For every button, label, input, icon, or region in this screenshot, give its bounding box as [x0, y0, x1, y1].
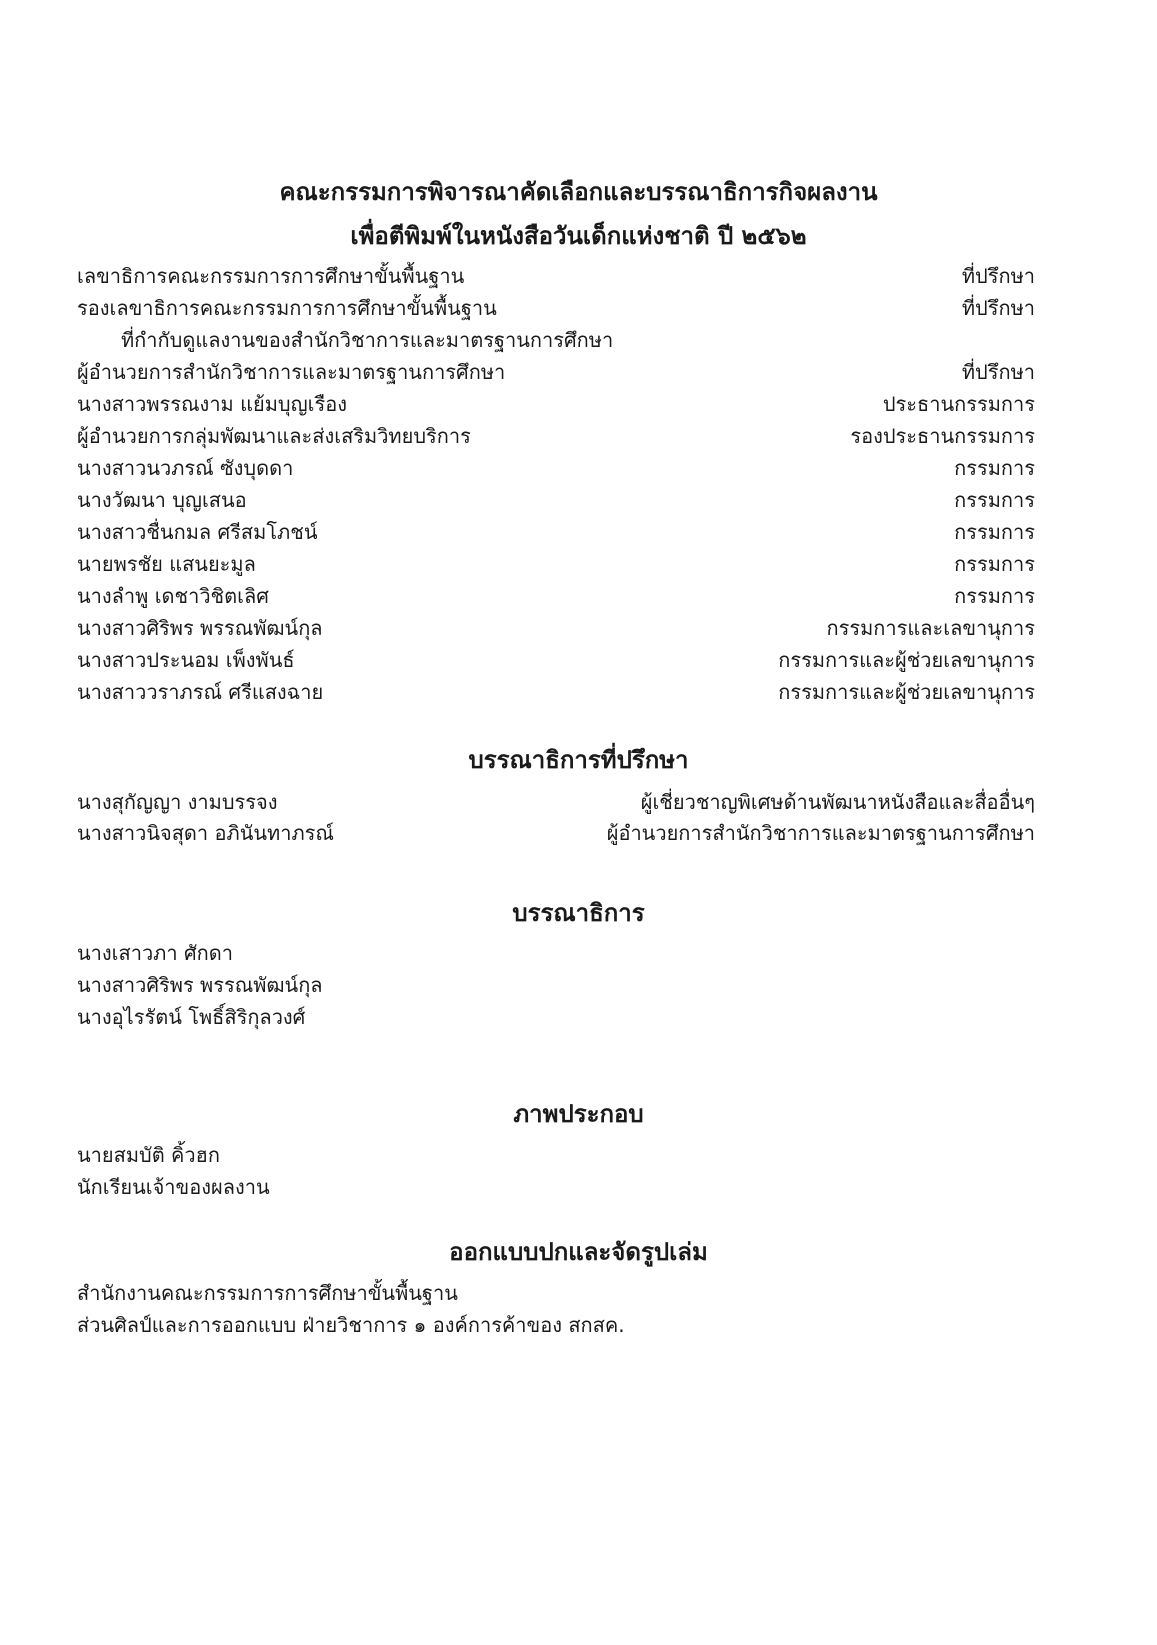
- committee-row: [77, 260, 1035, 293]
- committee-title-line2: เพื่อตีพิมพ์ในหนังสือวันเด็กแห่งชาติ ปี ๒๕๖๒: [350, 222, 807, 250]
- member-role: ที่ปรึกษา: [961, 360, 1035, 384]
- member-name: นางสาวชื่นกมล ศรีสมโภชน์: [77, 520, 318, 544]
- committee-title-line1: คณะกรรมการพิจารณาคัดเลือกและบรรณาธิการกิจผลงาน: [279, 178, 878, 206]
- committee-row: [77, 356, 1035, 389]
- member-role: กรรมการ: [954, 488, 1035, 512]
- committee-row: [77, 452, 1035, 485]
- design-line: สำนักงานคณะกรรมการการศึกษาขั้นพื้นฐาน: [77, 1281, 458, 1305]
- editors-title: บรรณาธิการ: [512, 899, 645, 927]
- editor-name: นางอุไรรัตน์ โพธิ์สิริกุลวงศ์: [77, 1005, 306, 1029]
- member-name: นางสุกัญญา งามบรรจง: [77, 790, 278, 814]
- committee-row: [77, 548, 1035, 581]
- member-role: กรรมการและผู้ช่วยเลขานุการ: [778, 648, 1035, 672]
- member-role: รองประธานกรรมการ: [850, 424, 1035, 448]
- member-role: กรรมการ: [954, 520, 1035, 544]
- member-name: ที่กำกับดูแลงานของสำนักวิชาการและมาตรฐานการศึกษา: [121, 328, 614, 352]
- committee-row: [77, 516, 1035, 549]
- member-name: นางสาวประนอม เพ็งพันธ์: [77, 648, 295, 672]
- member-name: ผู้อำนวยการกลุ่มพัฒนาและส่งเสริมวิทยบริการ: [77, 424, 471, 448]
- committee-row: [77, 292, 1035, 325]
- member-role: ผู้เชี่ยวชาญพิเศษด้านพัฒนาหนังสือและสื่ออื่นๆ: [640, 790, 1035, 814]
- member-role: กรรมการ: [954, 456, 1035, 480]
- member-role: ผู้อำนวยการสำนักวิชาการและมาตรฐานการศึกษา: [606, 821, 1035, 845]
- member-name: นางสาววราภรณ์ ศรีแสงฉาย: [77, 680, 324, 704]
- member-role: ประธานกรรมการ: [882, 392, 1035, 416]
- member-role: กรรมการและผู้ช่วยเลขานุการ: [778, 680, 1035, 704]
- illustrator-line: นายสมบัติ คิ้วฮก: [77, 1143, 220, 1167]
- committee-row: [77, 644, 1035, 677]
- member-role: กรรมการ: [954, 552, 1035, 576]
- member-role: ที่ปรึกษา: [961, 296, 1035, 320]
- committee-row: [77, 420, 1035, 453]
- member-role: ที่ปรึกษา: [961, 264, 1035, 288]
- member-name: นางวัฒนา บุญเสนอ: [77, 488, 247, 512]
- member-role: กรรมการและเลขานุการ: [826, 616, 1035, 640]
- member-name: ผู้อำนวยการสำนักวิชาการและมาตรฐานการศึกษา: [77, 360, 506, 384]
- committee-row: [77, 484, 1035, 517]
- member-name: นายพรชัย แสนยะมูล: [77, 552, 256, 576]
- illustration-title: ภาพประกอบ: [513, 1100, 644, 1128]
- member-name: รองเลขาธิการคณะกรรมการการศึกษาขั้นพื้นฐาน: [77, 296, 497, 320]
- committee-row: [77, 676, 1035, 709]
- advisory-editor-row: [77, 786, 1035, 819]
- advisory-editors-title: บรรณาธิการที่ปรึกษา: [468, 746, 689, 774]
- member-name: นางสาวนิจสุดา อภินันทาภรณ์: [77, 821, 334, 845]
- editor-name: นางเสาวภา ศักดา: [77, 941, 233, 965]
- editor-name: นางสาวศิริพร พรรณพัฒน์กุล: [77, 973, 323, 997]
- design-line: ส่วนศิลป์และการออกแบบ ฝ่ายวิชาการ ๑ องค์การค้าของ สกสค.: [77, 1313, 625, 1337]
- committee-row: [77, 612, 1035, 645]
- committee-row: [77, 580, 1035, 613]
- member-name: นางสาวศิริพร พรรณพัฒน์กุล: [77, 616, 323, 640]
- design-title: ออกแบบปกและจัดรูปเล่ม: [449, 1238, 708, 1266]
- member-name: นางสาวนวภรณ์ ซังบุดดา: [77, 456, 294, 480]
- member-name: เลขาธิการคณะกรรมการการศึกษาขั้นพื้นฐาน: [77, 264, 465, 288]
- member-name: นางสาวพรรณงาม แย้มบุญเรือง: [77, 392, 347, 416]
- illustrator-line: นักเรียนเจ้าของผลงาน: [77, 1175, 270, 1199]
- advisory-editor-row: [77, 817, 1035, 850]
- committee-row: [77, 388, 1035, 421]
- member-name: นางลำพู เดชาวิชิตเลิศ: [77, 584, 269, 608]
- member-role: กรรมการ: [954, 584, 1035, 608]
- committee-row-continuation: [77, 324, 1035, 357]
